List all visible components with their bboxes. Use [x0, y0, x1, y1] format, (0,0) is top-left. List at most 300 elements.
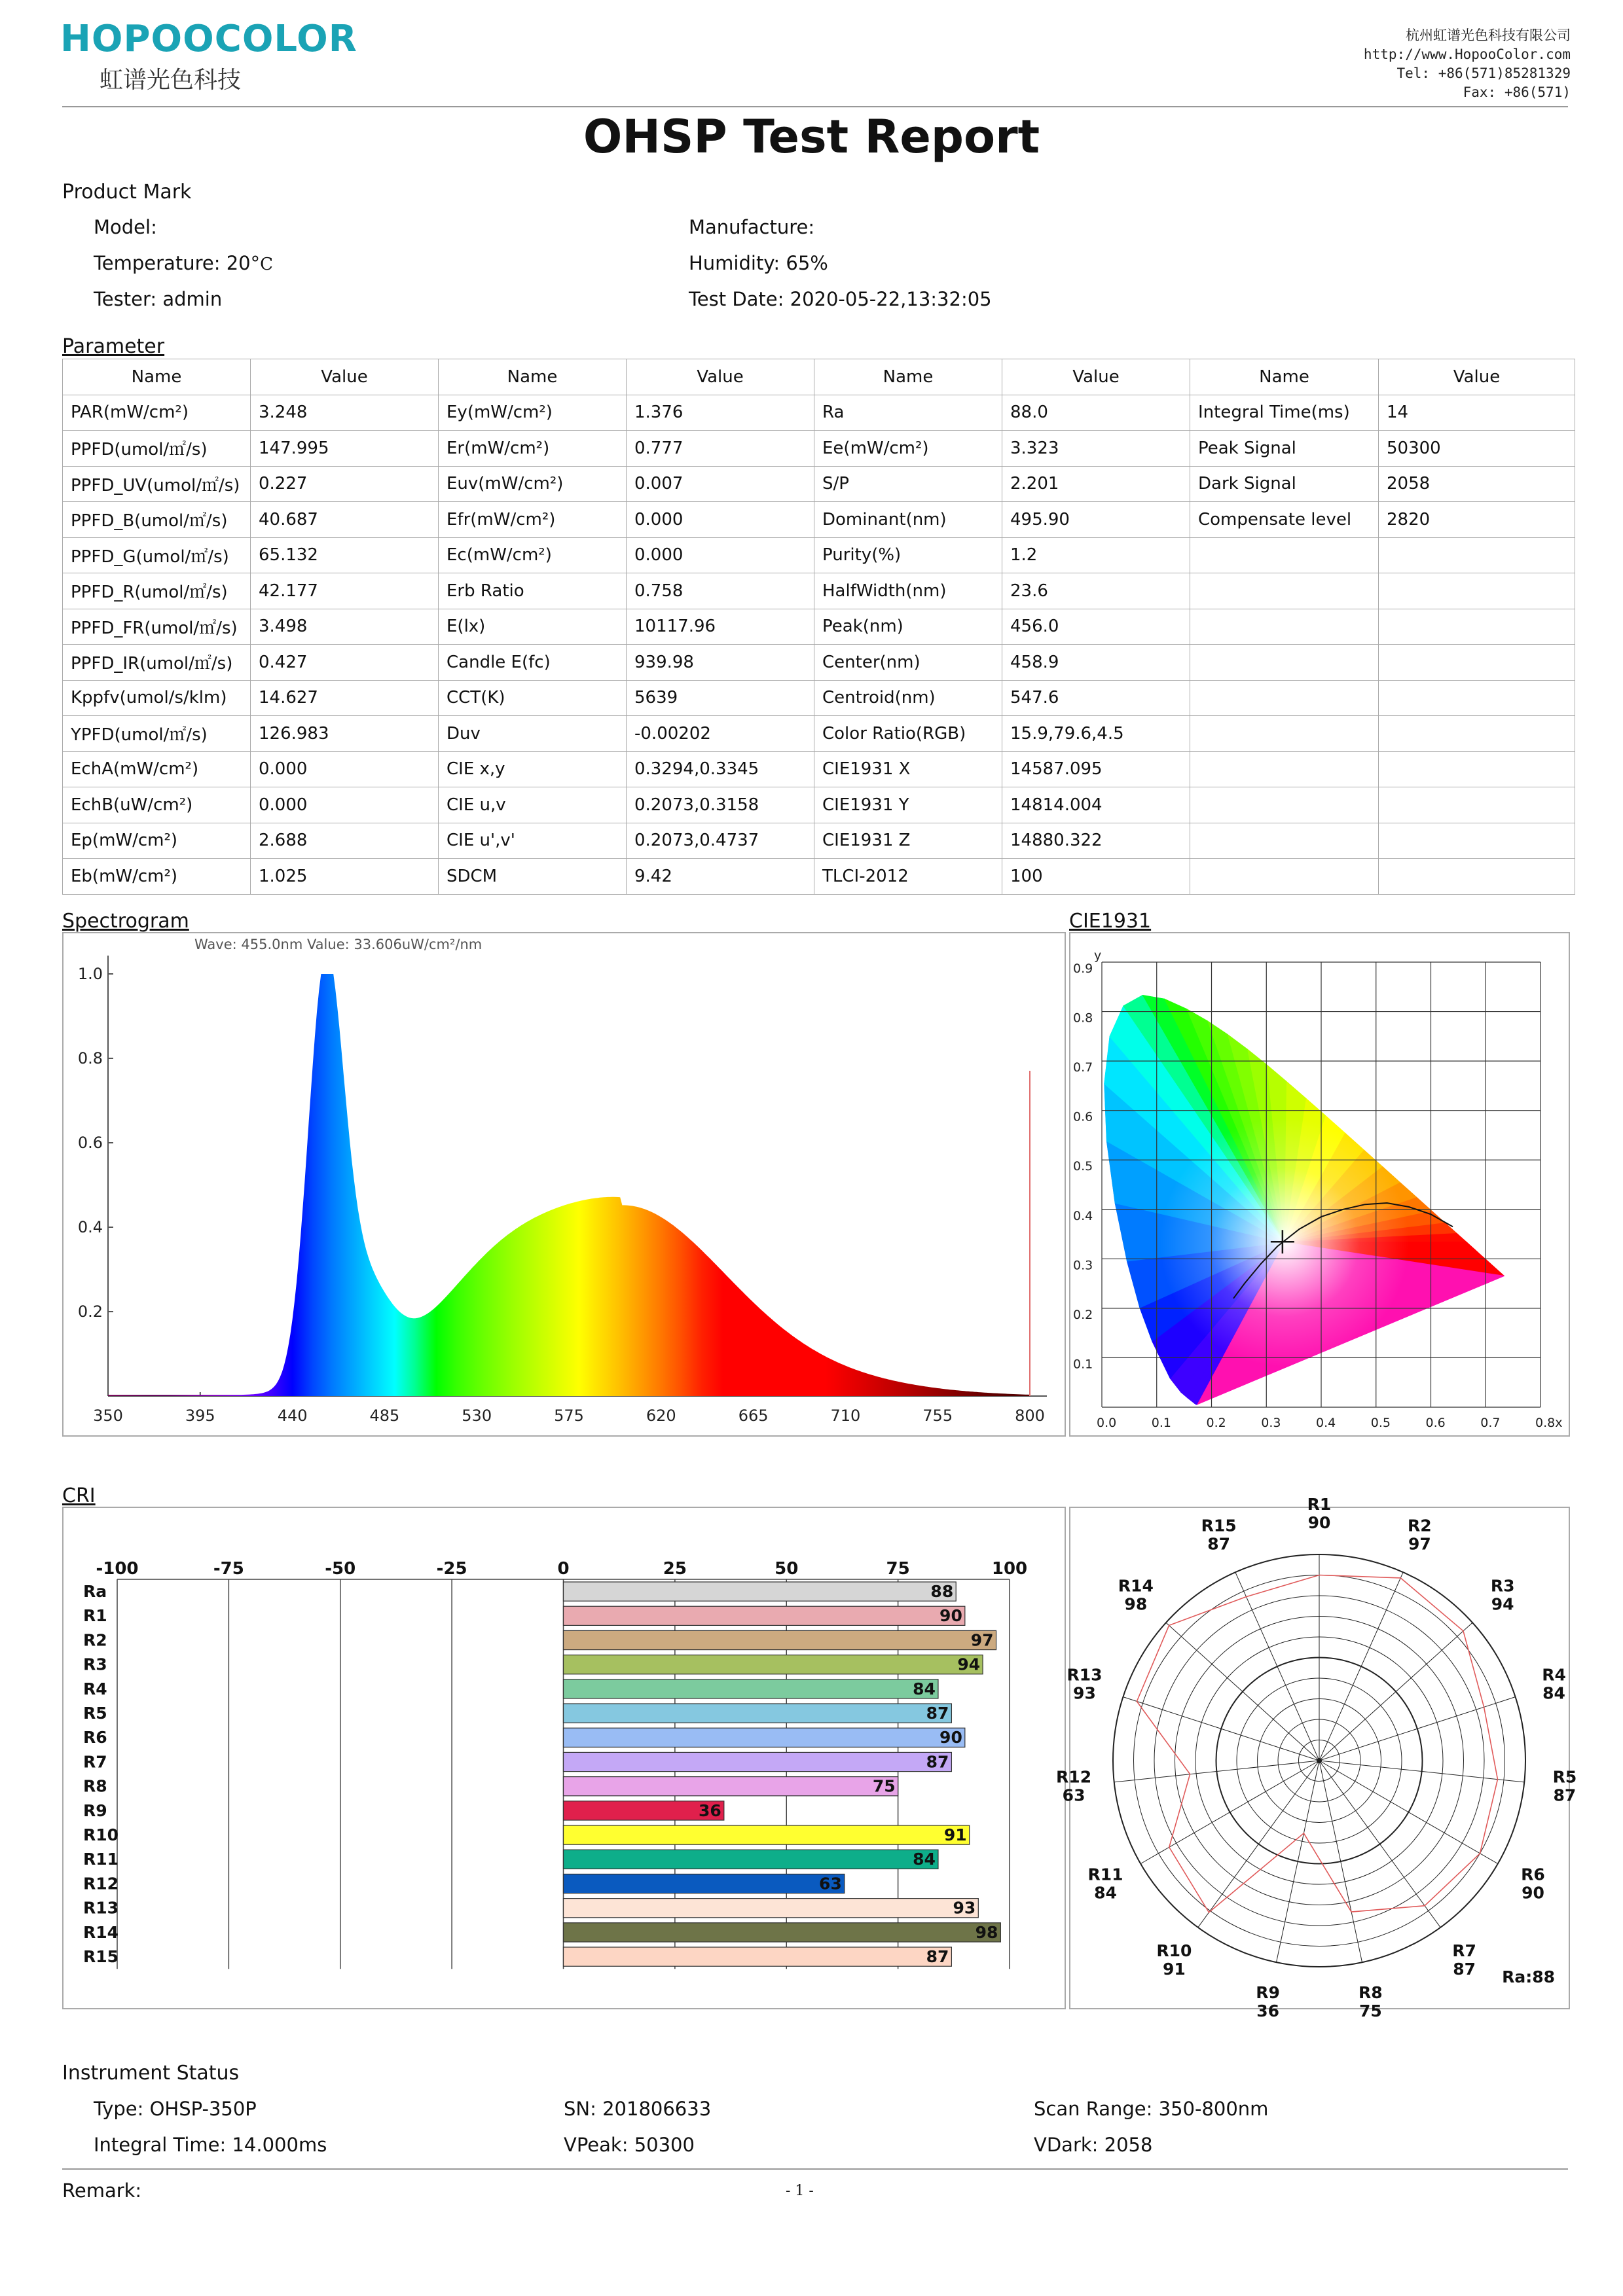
- cri-bar-value: 97: [970, 1630, 994, 1650]
- cri-row-label: R13: [83, 1898, 119, 1918]
- cri-bar-value: 93: [953, 1898, 976, 1918]
- param-name-cell: CCT(K): [439, 680, 627, 716]
- param-value-cell: 0.227: [251, 466, 439, 502]
- param-name-cell: PPFD_IR(umol/㎡/s): [63, 645, 251, 681]
- param-name-cell: Eb(mW/cm²): [63, 859, 251, 895]
- cie-x-tick: 0.1: [1151, 1416, 1171, 1430]
- param-value-cell: [1379, 823, 1575, 859]
- footer-divider: [62, 2168, 1568, 2170]
- param-value-cell: 65.132: [251, 537, 439, 573]
- cri-bar: [564, 1777, 898, 1796]
- param-value-cell: 9.42: [627, 859, 814, 895]
- cri-axis-tick: 50: [775, 1559, 799, 1579]
- param-header-cell: Name: [1190, 359, 1379, 395]
- cri-bar: [564, 1606, 965, 1625]
- param-name-cell: CIE x,y: [439, 751, 627, 787]
- param-value-cell: 14: [1379, 395, 1575, 431]
- spec-x-tick: 485: [369, 1407, 400, 1425]
- cie-y-tick: 0.7: [1073, 1060, 1093, 1075]
- param-row: [63, 680, 1575, 716]
- instrument-integral-time: Integral Time: 14.000ms: [94, 2134, 327, 2156]
- radar-value: 94: [1491, 1594, 1514, 1614]
- cri-bar-value: 87: [926, 1704, 949, 1723]
- radar-label: R6: [1521, 1865, 1545, 1884]
- spec-x-tick: 800: [1015, 1407, 1045, 1425]
- cri-bar-value: 87: [926, 1752, 949, 1772]
- cri-bar: [564, 1874, 845, 1893]
- param-value-cell: 0.2073,0.4737: [627, 823, 814, 859]
- cri-bar-value: 98: [975, 1922, 998, 1942]
- param-name-cell: CIE1931 Z: [814, 823, 1002, 859]
- radar-label: R7: [1452, 1941, 1476, 1960]
- cie-y-tick: 0.3: [1073, 1258, 1093, 1273]
- model-field: Model:: [94, 216, 157, 238]
- param-name-cell: [1190, 859, 1379, 895]
- param-row: [63, 537, 1575, 573]
- cri-heading: CRI: [62, 1484, 96, 1507]
- remark-label: Remark:: [62, 2179, 142, 2202]
- radar-label: R11: [1087, 1865, 1123, 1884]
- param-row: [63, 573, 1575, 609]
- logo-text: HOPOOCOLOR: [60, 18, 357, 60]
- param-value-cell: 2058: [1379, 466, 1575, 502]
- radar-value: 87: [1553, 1785, 1577, 1805]
- cri-radar-chart: [1056, 1495, 1577, 2020]
- contact-info: [1364, 26, 1571, 102]
- cri-bar: [564, 1655, 983, 1674]
- param-value-cell: 0.758: [627, 573, 814, 609]
- cie-y-tick: 0.5: [1073, 1159, 1093, 1174]
- param-name-cell: Candle E(fc): [439, 645, 627, 681]
- param-value-cell: -0.00202: [627, 716, 814, 752]
- parameter-heading: Parameter: [62, 335, 165, 358]
- cie-heading: CIE1931: [1069, 910, 1152, 933]
- param-value-cell: 14880.322: [1002, 823, 1190, 859]
- param-value-cell: 3.248: [251, 395, 439, 431]
- cri-row-label: R3: [83, 1655, 107, 1674]
- instrument-vpeak: VPeak: 50300: [564, 2134, 695, 2156]
- param-value-cell: 40.687: [251, 502, 439, 538]
- param-row: [63, 645, 1575, 681]
- param-row: [63, 787, 1575, 823]
- cri-row-label: Ra: [83, 1582, 107, 1601]
- cie-x-tick: 0.7: [1480, 1416, 1501, 1430]
- instrument-scan-range: Scan Range: 350-800nm: [1034, 2098, 1269, 2120]
- radar-label: R4: [1542, 1665, 1566, 1685]
- param-name-cell: PPFD_UV(umol/㎡/s): [63, 466, 251, 502]
- param-value-cell: [1379, 787, 1575, 823]
- radar-label: R5: [1552, 1767, 1577, 1787]
- param-name-cell: Erb Ratio: [439, 573, 627, 609]
- cri-row-label: R14: [83, 1922, 119, 1942]
- cri-axis-tick: -75: [213, 1559, 244, 1579]
- cie-y-tick: 0.9: [1073, 961, 1093, 976]
- cri-bar: [564, 1582, 957, 1601]
- cri-row-label: R2: [83, 1630, 107, 1650]
- param-name-cell: CIE u',v': [439, 823, 627, 859]
- fax: Fax: +86(571): [1463, 84, 1571, 100]
- param-value-cell: 14587.095: [1002, 751, 1190, 787]
- cie-x-tick: 0.8x: [1535, 1416, 1563, 1430]
- param-name-cell: Integral Time(ms): [1190, 395, 1379, 431]
- spectrogram-panel: [62, 932, 1066, 1437]
- cri-bar-value: 84: [913, 1679, 936, 1698]
- cri-radar-panel: [1056, 1495, 1577, 2020]
- param-value-cell: 50300: [1379, 431, 1575, 467]
- tester-field: Tester: admin: [94, 288, 223, 310]
- param-header-row: [63, 359, 1575, 395]
- param-name-cell: Centroid(nm): [814, 680, 1002, 716]
- radar-label: R9: [1256, 1982, 1280, 2002]
- param-value-cell: 547.6: [1002, 680, 1190, 716]
- radar-value: 93: [1073, 1683, 1096, 1703]
- param-name-cell: Ep(mW/cm²): [63, 823, 251, 859]
- param-value-cell: 5639: [627, 680, 814, 716]
- radar-label: R10: [1156, 1941, 1192, 1960]
- param-row: [63, 466, 1575, 502]
- param-value-cell: 0.427: [251, 645, 439, 681]
- cri-bar-chart: [64, 1508, 1065, 2008]
- param-value-cell: 0.2073,0.3158: [627, 787, 814, 823]
- cri-bar-value: 88: [930, 1582, 954, 1601]
- cri-row-label: R11: [83, 1850, 119, 1869]
- param-value-cell: 88.0: [1002, 395, 1190, 431]
- param-name-cell: EchA(mW/cm²): [63, 751, 251, 787]
- parameter-table: [62, 359, 1575, 895]
- param-name-cell: Er(mW/cm²): [439, 431, 627, 467]
- cri-bar: [564, 1728, 965, 1747]
- param-name-cell: Color Ratio(RGB): [814, 716, 1002, 752]
- cie-x-tick: 0.5: [1370, 1416, 1391, 1430]
- cri-row-label: R7: [83, 1752, 107, 1772]
- cri-bar-value: 91: [943, 1825, 967, 1844]
- radar-value: 97: [1408, 1534, 1431, 1554]
- param-name-cell: [1190, 716, 1379, 752]
- param-value-cell: [1379, 859, 1575, 895]
- param-name-cell: Compensate level: [1190, 502, 1379, 538]
- cri-axis-tick: -100: [96, 1559, 139, 1579]
- cri-bar-value: 90: [939, 1606, 962, 1626]
- spec-y-tick: 0.8: [77, 1049, 103, 1067]
- cie-y-tick: 0.4: [1073, 1208, 1093, 1223]
- instrument-heading: Instrument Status: [62, 2062, 240, 2085]
- param-name-cell: [1190, 787, 1379, 823]
- page-title: OHSP Test Report: [583, 110, 1040, 164]
- radar-value: 98: [1124, 1594, 1148, 1614]
- param-name-cell: E(lx): [439, 609, 627, 645]
- param-name-cell: Peak Signal: [1190, 431, 1379, 467]
- cie-panel: [1069, 932, 1570, 1437]
- param-value-cell: 1.025: [251, 859, 439, 895]
- spec-y-tick: 0.6: [77, 1134, 103, 1152]
- cri-bar: [564, 1679, 938, 1698]
- param-value-cell: 23.6: [1002, 573, 1190, 609]
- manufacture-field: Manufacture:: [689, 216, 815, 238]
- param-value-cell: 0.000: [251, 751, 439, 787]
- param-row: [63, 431, 1575, 467]
- param-value-cell: 0.000: [251, 787, 439, 823]
- cie-y-tick: 0.1: [1073, 1357, 1093, 1372]
- radar-label: R3: [1490, 1576, 1515, 1596]
- param-name-cell: Kppfv(umol/s/klm): [63, 680, 251, 716]
- param-value-cell: 0.777: [627, 431, 814, 467]
- company-name: 杭州虹谱光色科技有限公司: [1406, 27, 1571, 43]
- instrument-sn: SN: 201806633: [564, 2098, 712, 2120]
- spec-x-tick: 575: [554, 1407, 584, 1425]
- logo-subtitle: 虹谱光色科技: [100, 67, 242, 94]
- param-value-cell: [1379, 573, 1575, 609]
- cri-bar: [564, 1825, 970, 1844]
- param-name-cell: Ec(mW/cm²): [439, 537, 627, 573]
- company-logo: [60, 20, 357, 95]
- cri-axis-tick: 25: [663, 1559, 687, 1579]
- wave-readout: Wave: 455.0nm Value: 33.606uW/cm²/nm: [194, 937, 483, 952]
- param-row: [63, 609, 1575, 645]
- param-value-cell: 3.498: [251, 609, 439, 645]
- param-value-cell: 3.323: [1002, 431, 1190, 467]
- param-name-cell: EchB(uW/cm²): [63, 787, 251, 823]
- param-header-cell: Value: [627, 359, 814, 395]
- param-name-cell: CIE1931 Y: [814, 787, 1002, 823]
- cri-row-label: R5: [83, 1704, 107, 1723]
- spec-x-tick: 440: [277, 1407, 308, 1425]
- cri-axis-tick: -50: [325, 1559, 356, 1579]
- param-value-cell: [1379, 751, 1575, 787]
- param-name-cell: Center(nm): [814, 645, 1002, 681]
- temperature-unit: C: [260, 255, 273, 274]
- cie-y-tick: 0.8: [1073, 1011, 1093, 1026]
- radar-label: R14: [1118, 1576, 1154, 1596]
- param-row: [63, 823, 1575, 859]
- spectrogram-heading: Spectrogram: [62, 910, 189, 933]
- spec-x-tick: 350: [93, 1407, 123, 1425]
- radar-value: 91: [1163, 1959, 1186, 1979]
- param-name-cell: HalfWidth(nm): [814, 573, 1002, 609]
- param-value-cell: 147.995: [251, 431, 439, 467]
- param-value-cell: 0.000: [627, 537, 814, 573]
- radar-value: 90: [1522, 1883, 1544, 1903]
- cri-row-label: R15: [83, 1947, 119, 1966]
- spec-x-tick: 620: [646, 1407, 676, 1425]
- param-name-cell: [1190, 823, 1379, 859]
- cri-bar-value: 75: [872, 1776, 896, 1796]
- cri-bar-value: 84: [913, 1850, 936, 1869]
- param-name-cell: PPFD_R(umol/㎡/s): [63, 573, 251, 609]
- cie-chart: [1070, 933, 1569, 1435]
- param-header-cell: Value: [251, 359, 439, 395]
- cri-row-label: R12: [83, 1874, 119, 1893]
- param-row: [63, 502, 1575, 538]
- param-name-cell: Dominant(nm): [814, 502, 1002, 538]
- cri-bar-value: 94: [957, 1655, 981, 1674]
- humidity-field: Humidity: 65%: [689, 252, 828, 274]
- cie-x-tick: 0.4: [1316, 1416, 1336, 1430]
- param-value-cell: [1379, 537, 1575, 573]
- instrument-vdark: VDark: 2058: [1034, 2134, 1153, 2156]
- param-value-cell: 0.007: [627, 466, 814, 502]
- param-name-cell: [1190, 537, 1379, 573]
- param-name-cell: PPFD_G(umol/㎡/s): [63, 537, 251, 573]
- cri-bar-value: 87: [926, 1947, 949, 1966]
- spec-y-tick: 0.2: [77, 1302, 103, 1321]
- param-header-cell: Name: [63, 359, 251, 395]
- cri-bar-value: 90: [939, 1728, 962, 1748]
- spectrogram-chart: [64, 933, 1065, 1435]
- param-name-cell: Ey(mW/cm²): [439, 395, 627, 431]
- param-value-cell: 1.376: [627, 395, 814, 431]
- param-row: [63, 395, 1575, 431]
- cri-row-label: R10: [83, 1825, 119, 1844]
- cri-bar: [564, 1850, 938, 1869]
- param-name-cell: PAR(mW/cm²): [63, 395, 251, 431]
- param-value-cell: 14.627: [251, 680, 439, 716]
- param-name-cell: PPFD(umol/㎡/s): [63, 431, 251, 467]
- param-value-cell: 458.9: [1002, 645, 1190, 681]
- radar-label: R12: [1056, 1767, 1092, 1787]
- param-name-cell: SDCM: [439, 859, 627, 895]
- spec-x-tick: 755: [922, 1407, 953, 1425]
- param-name-cell: PPFD_B(umol/㎡/s): [63, 502, 251, 538]
- param-value-cell: 0.3294,0.3345: [627, 751, 814, 787]
- header-divider: [62, 106, 1568, 107]
- cri-bar-value: 36: [699, 1801, 721, 1820]
- param-name-cell: [1190, 573, 1379, 609]
- param-header-cell: Value: [1379, 359, 1575, 395]
- param-value-cell: 100: [1002, 859, 1190, 895]
- param-name-cell: Euv(mW/cm²): [439, 466, 627, 502]
- param-header-cell: Name: [814, 359, 1002, 395]
- param-value-cell: 2.201: [1002, 466, 1190, 502]
- cri-axis-tick: -25: [436, 1559, 467, 1579]
- cie-x-tick: 0.3: [1261, 1416, 1281, 1430]
- param-name-cell: CIE1931 X: [814, 751, 1002, 787]
- spec-x-tick: 530: [462, 1407, 492, 1425]
- cri-bar: [564, 1630, 996, 1649]
- param-name-cell: YPFD(umol/㎡/s): [63, 716, 251, 752]
- cri-bar: [564, 1752, 952, 1771]
- param-value-cell: 939.98: [627, 645, 814, 681]
- param-value-cell: 10117.96: [627, 609, 814, 645]
- param-value-cell: 15.9,79.6,4.5: [1002, 716, 1190, 752]
- cie-x-tick: 0.6: [1425, 1416, 1446, 1430]
- radar-value: 63: [1062, 1785, 1085, 1805]
- cie-y-tick: 0.2: [1073, 1307, 1093, 1322]
- product-mark-heading: Product Mark: [62, 181, 192, 204]
- temperature-field: [94, 252, 273, 274]
- param-name-cell: Peak(nm): [814, 609, 1002, 645]
- param-header-cell: Name: [439, 359, 627, 395]
- param-name-cell: Ra: [814, 395, 1002, 431]
- spec-x-tick: 395: [185, 1407, 215, 1425]
- param-name-cell: [1190, 645, 1379, 681]
- param-value-cell: 0.000: [627, 502, 814, 538]
- page-number: - 1 -: [786, 2183, 814, 2199]
- temperature-value: Temperature: 20°: [94, 252, 261, 274]
- radar-value: 84: [1542, 1683, 1565, 1703]
- radar-value: 87: [1453, 1959, 1476, 1979]
- param-name-cell: Dark Signal: [1190, 466, 1379, 502]
- spec-y-tick: 0.4: [77, 1218, 103, 1236]
- cie-y-label: y: [1094, 948, 1102, 963]
- cri-row-label: R1: [83, 1606, 107, 1626]
- cri-bar-panel: [62, 1507, 1066, 2009]
- param-name-cell: Purity(%): [814, 537, 1002, 573]
- cri-axis-tick: 0: [557, 1559, 570, 1579]
- test-date-field: Test Date: 2020-05-22,13:32:05: [689, 288, 992, 310]
- param-value-cell: 1.2: [1002, 537, 1190, 573]
- radar-value: 75: [1359, 2001, 1382, 2020]
- param-name-cell: CIE u,v: [439, 787, 627, 823]
- param-value-cell: 14814.004: [1002, 787, 1190, 823]
- param-row: [63, 751, 1575, 787]
- phone: Tel: +86(571)85281329: [1396, 65, 1571, 81]
- radar-label: R15: [1201, 1516, 1237, 1535]
- param-name-cell: Efr(mW/cm²): [439, 502, 627, 538]
- website-link[interactable]: http://www.HopooColor.com: [1363, 46, 1571, 62]
- cri-row-label: R6: [83, 1728, 107, 1748]
- param-value-cell: [1379, 645, 1575, 681]
- radar-ra-label: Ra:88: [1502, 1967, 1555, 1986]
- radar-label: R8: [1359, 1982, 1383, 2002]
- spec-x-tick: 665: [738, 1407, 769, 1425]
- param-name-cell: Ee(mW/cm²): [814, 431, 1002, 467]
- param-name-cell: [1190, 609, 1379, 645]
- cri-bar: [564, 1899, 979, 1918]
- radar-value: 36: [1256, 2001, 1280, 2020]
- param-name-cell: S/P: [814, 466, 1002, 502]
- param-value-cell: 2820: [1379, 502, 1575, 538]
- radar-label: R13: [1067, 1665, 1103, 1685]
- param-value-cell: [1379, 680, 1575, 716]
- param-name-cell: Duv: [439, 716, 627, 752]
- radar-value: 90: [1307, 1513, 1331, 1532]
- radar-label: R1: [1307, 1495, 1332, 1514]
- param-value-cell: 2.688: [251, 823, 439, 859]
- cri-bar-value: 63: [819, 1874, 842, 1893]
- cri-row-label: R8: [83, 1776, 107, 1796]
- param-value-cell: 456.0: [1002, 609, 1190, 645]
- param-value-cell: [1379, 716, 1575, 752]
- param-name-cell: [1190, 751, 1379, 787]
- cri-axis-tick: 100: [991, 1559, 1028, 1579]
- cri-bar: [564, 1923, 1001, 1942]
- param-value-cell: 126.983: [251, 716, 439, 752]
- cri-bar: [564, 1704, 952, 1723]
- radar-value: 87: [1207, 1534, 1231, 1554]
- param-value-cell: 495.90: [1002, 502, 1190, 538]
- cri-row-label: R9: [83, 1801, 107, 1820]
- param-value-cell: [1379, 609, 1575, 645]
- param-row: [63, 859, 1575, 895]
- param-name-cell: PPFD_FR(umol/㎡/s): [63, 609, 251, 645]
- instrument-type: Type: OHSP-350P: [94, 2098, 257, 2120]
- radar-label: R2: [1408, 1516, 1432, 1535]
- radar-value: 84: [1094, 1883, 1117, 1903]
- cri-bar: [564, 1947, 952, 1966]
- param-name-cell: TLCI-2012: [814, 859, 1002, 895]
- cie-y-tick: 0.6: [1073, 1109, 1093, 1124]
- spec-x-tick: 710: [830, 1407, 861, 1425]
- param-name-cell: [1190, 680, 1379, 716]
- param-row: [63, 716, 1575, 752]
- param-value-cell: 42.177: [251, 573, 439, 609]
- cie-x-tick: 0.2: [1206, 1416, 1226, 1430]
- param-header-cell: Value: [1002, 359, 1190, 395]
- cri-row-label: R4: [83, 1679, 107, 1698]
- cri-axis-tick: 75: [886, 1559, 910, 1579]
- spec-y-tick: 1.0: [77, 965, 103, 983]
- cri-radar-polygon: [1137, 1575, 1497, 1912]
